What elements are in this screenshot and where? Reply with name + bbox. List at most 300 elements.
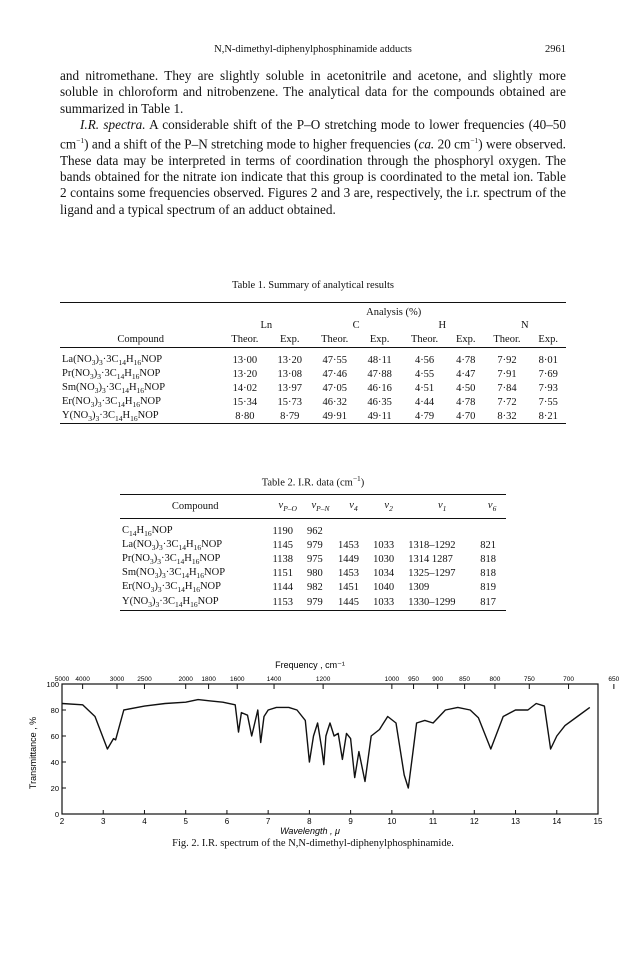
- formula-sub: 3: [90, 372, 94, 382]
- compound-cell: [60, 368, 221, 382]
- nu-sub: 1: [442, 504, 447, 514]
- x-tick-label: 13: [511, 817, 520, 826]
- compound-cell: [60, 410, 221, 424]
- value-cell: 47·55: [322, 355, 347, 367]
- formula-sub: 14: [175, 599, 183, 609]
- value-cell: 817: [480, 596, 496, 608]
- y-tick-label: 40: [50, 758, 59, 767]
- compound-cell: [120, 519, 270, 539]
- formula-ln: Y: [122, 595, 130, 607]
- value-cell: 1314 1287: [408, 554, 453, 565]
- top-tick-label: 800: [489, 676, 501, 683]
- sub-header: Exp.: [280, 334, 300, 346]
- top-tick-label: 5000: [54, 676, 70, 683]
- compound-cell: [120, 567, 270, 581]
- nu: ν: [437, 499, 443, 511]
- formula-sub: 3: [101, 386, 106, 396]
- value-cell: 1309: [408, 582, 430, 593]
- formula-ln: Sm: [62, 381, 77, 393]
- value-cell: 4·56: [414, 355, 435, 367]
- frequency-header: [305, 495, 336, 519]
- top-tick-label: 700: [563, 676, 574, 683]
- frequency-header: [270, 495, 305, 519]
- nu-sub: 4: [353, 504, 358, 514]
- formula-nitrate-close: ): [92, 409, 96, 421]
- formula-c: C: [111, 354, 119, 366]
- formula-nitrate-close: ): [98, 381, 102, 393]
- formula-ln: La: [62, 354, 74, 366]
- x-tick-label: 14: [552, 817, 562, 826]
- frequency-header: [336, 495, 371, 519]
- x-tick-label: 8: [307, 817, 312, 826]
- x-tick-label: 4: [142, 817, 147, 826]
- formula-nitrate-close: ): [158, 566, 162, 578]
- page-number: 2961: [545, 44, 566, 55]
- x-tick-label: 5: [183, 817, 188, 826]
- formula-h: H: [128, 381, 137, 393]
- formula-dot: ·3: [102, 354, 112, 366]
- value-cell: 1144: [272, 582, 294, 593]
- formula-c: C: [170, 580, 178, 592]
- formula-sub: 16: [130, 413, 138, 423]
- formula-rest: NOP: [144, 381, 166, 393]
- table-2-caption: [60, 474, 566, 489]
- table-row: [120, 567, 506, 581]
- x-axis-label: Wavelength , μ: [280, 826, 340, 836]
- table-row: [120, 581, 506, 595]
- top-axis-label: Frequency , cm⁻¹: [275, 660, 345, 670]
- top-tick-label: 1800: [201, 676, 216, 683]
- nu-sub: P–N: [316, 504, 330, 514]
- compound-cell: [120, 539, 270, 553]
- top-tick-label: 4000: [75, 676, 90, 683]
- analysis-header: Analysis (%): [366, 306, 422, 318]
- table-row: [120, 553, 506, 567]
- x-tick-label: 6: [224, 817, 230, 826]
- body-text: [60, 68, 566, 218]
- formula-dot: ·3: [105, 381, 115, 393]
- formula-nitrate-open: (NO: [76, 381, 95, 393]
- value-cell: 1033: [373, 596, 395, 608]
- value-cell: 1145: [272, 540, 294, 551]
- value-cell: 46·16: [367, 383, 392, 394]
- formula-ln: Sm: [122, 566, 137, 578]
- superscript: −1: [352, 474, 361, 483]
- value-cell: 1330–1299: [408, 596, 456, 608]
- formula-sub: 16: [193, 543, 202, 553]
- value-cell: [406, 519, 478, 539]
- formula-c: C: [168, 595, 176, 607]
- formula-c: C: [110, 395, 118, 407]
- sub-header: Theor.: [321, 334, 349, 346]
- top-tick-label: 3000: [109, 676, 125, 683]
- value-cell: 7·92: [497, 355, 517, 367]
- value-cell: 13·20: [277, 355, 303, 367]
- table-row: [60, 410, 566, 424]
- table-row: [120, 519, 506, 539]
- formula-sub: 14: [116, 372, 125, 382]
- formula-h: H: [124, 367, 132, 379]
- formula-h: H: [122, 409, 131, 421]
- compound-cell: [60, 382, 221, 396]
- formula-ln: Pr: [62, 367, 72, 379]
- formula-sub: 3: [155, 599, 160, 609]
- formula-sub: 3: [161, 571, 166, 581]
- value-cell: 1453: [337, 568, 359, 579]
- formula-rest: NOP: [139, 367, 161, 379]
- formula-h: H: [188, 566, 197, 578]
- table-row: [60, 396, 566, 410]
- value-cell: 15·73: [277, 397, 303, 408]
- compound-cell: [120, 581, 270, 595]
- value-cell: 13·08: [277, 369, 303, 380]
- formula-nitrate-close: ): [94, 395, 98, 407]
- running-head-title: N,N-dimethyl-diphenylphosphinamide adducts: [214, 44, 412, 55]
- x-tick-label: 7: [265, 817, 271, 826]
- paragraph-2: [60, 117, 566, 218]
- y-tick-label: 100: [46, 680, 59, 689]
- paragraph-2-text-a: A considerable shift of the P–O stretching mode to lower frequencies (40–50 cm: [60, 116, 566, 152]
- formula-nitrate-open: (NO: [136, 566, 155, 578]
- formula-dot: ·3: [161, 580, 171, 592]
- value-cell: 819: [480, 582, 496, 593]
- compound-cell: [120, 595, 270, 611]
- formula-sub: 3: [159, 543, 163, 553]
- sub-header: Exp.: [455, 334, 476, 346]
- formula-nitrate-open: (NO: [71, 367, 91, 379]
- formula-rest: NOP: [197, 595, 219, 607]
- formula-sub: 16: [190, 599, 198, 609]
- formula-sub: 16: [192, 585, 200, 595]
- y-tick-label: 80: [50, 706, 59, 715]
- paragraph-2-text-d: ) were observed. These data may be interpreted in terms of coordination through the phosphoryl oxygen. The bands obtained for the nitrate ion indicate that this group is coordinated to the metal ion. Table 2 contains some frequencies observed. Figures 2 and 3 are, respectively, the i.r. spectrum of the ligand and a typical spectrum of an adduct obtained.: [60, 136, 566, 217]
- table-row: [120, 539, 506, 553]
- formula-dot: ·3: [159, 595, 169, 607]
- y-tick-label: 60: [50, 732, 59, 741]
- value-cell: 975: [307, 554, 323, 565]
- group-header: Ln: [260, 320, 273, 331]
- value-cell: 979: [307, 540, 323, 551]
- formula-sub: 3: [97, 400, 102, 410]
- formula-sub: 3: [148, 599, 153, 609]
- compound-header: Compound: [171, 501, 219, 512]
- formula-dot: ·3: [101, 395, 111, 407]
- value-cell: 7·72: [497, 397, 517, 408]
- formula-nitrate-open: (NO: [131, 580, 151, 592]
- value-cell: 7·55: [538, 397, 558, 408]
- top-tick-label: 1600: [229, 676, 245, 683]
- formula-sub: 16: [133, 358, 142, 368]
- value-cell: 818: [480, 554, 496, 565]
- formula-ln: Pr: [122, 552, 132, 564]
- value-cell: 15·34: [232, 397, 258, 408]
- left-ticks: [46, 680, 66, 819]
- formula-ln: Y: [62, 409, 70, 421]
- value-cell: 7·91: [497, 369, 517, 380]
- compound-cell: [60, 348, 221, 368]
- x-tick-label: 10: [387, 817, 397, 826]
- top-tick-label: 900: [432, 676, 444, 683]
- formula-dot: ·3: [165, 566, 175, 578]
- formula-sub: 16: [136, 386, 145, 396]
- top-tick-label: 2000: [178, 676, 193, 683]
- sub-header: Exp.: [369, 334, 390, 346]
- formula-sub: 3: [154, 571, 159, 581]
- table-2-body: [120, 519, 506, 611]
- top-tick-label: 1200: [315, 676, 331, 683]
- value-cell: 46·35: [367, 397, 392, 408]
- value-cell: 4·44: [414, 397, 435, 408]
- value-cell: [478, 519, 506, 539]
- top-tick-label: 950: [408, 676, 419, 683]
- value-cell: 1445: [337, 596, 359, 608]
- value-cell: 8·80: [235, 410, 255, 422]
- top-tick-label: 750: [523, 676, 535, 683]
- value-cell: 13·97: [277, 383, 303, 394]
- y-tick-label: 20: [50, 784, 59, 793]
- value-cell: 1318–1292: [408, 540, 456, 551]
- formula-rest: NOP: [199, 552, 221, 564]
- value-cell: 49·91: [322, 410, 347, 422]
- formula-rest: NOP: [201, 538, 223, 550]
- value-cell: 47·05: [322, 383, 347, 394]
- value-cell: 1033: [373, 540, 395, 551]
- value-cell: 979: [307, 596, 323, 608]
- formula-nitrate-close: ): [155, 538, 159, 550]
- value-cell: 8·32: [497, 410, 517, 422]
- formula-c: C: [114, 381, 122, 393]
- formula-ln: Er: [62, 395, 72, 407]
- formula-c: C: [171, 538, 179, 550]
- y-axis-label: Transmittance , %: [28, 716, 38, 790]
- section-lead: I.R. spectra.: [80, 116, 146, 132]
- sub-header: Theor.: [493, 334, 521, 346]
- top-tick-label: 650: [608, 676, 620, 683]
- formula-ln: La: [122, 538, 134, 550]
- compound-cell: [120, 553, 270, 567]
- formula-h: H: [124, 395, 133, 407]
- value-cell: 1138: [272, 554, 294, 565]
- value-cell: [336, 519, 371, 539]
- value-cell: 49·11: [367, 410, 392, 422]
- formula-nitrate-close: ): [154, 580, 158, 592]
- frequency-header: [371, 495, 406, 519]
- formula-sub: 16: [191, 557, 200, 567]
- group-header: N: [520, 320, 529, 331]
- formula-rest: NOP: [199, 580, 221, 592]
- formula-sub: 3: [97, 372, 102, 382]
- formula-c: C: [174, 566, 182, 578]
- formula-h: H: [184, 580, 193, 592]
- formula-nitrate-open: (NO: [131, 552, 151, 564]
- bottom-ticks: [60, 810, 603, 826]
- formula-rest: NOP: [151, 525, 173, 537]
- formula-rest: NOP: [139, 395, 161, 407]
- value-cell: 4·47: [456, 369, 476, 380]
- value-cell: 8·79: [280, 410, 300, 422]
- value-cell: 1040: [373, 582, 395, 593]
- value-cell: 4·70: [456, 410, 476, 422]
- formula-rest: NOP: [137, 409, 159, 421]
- formula-rest: NOP: [141, 354, 163, 366]
- formula-sub: 14: [129, 529, 137, 539]
- formula-nitrate-open: (NO: [129, 595, 149, 607]
- frequency-header: [478, 495, 506, 519]
- formula-h: H: [182, 595, 191, 607]
- paragraph-2-text-b: ) and a shift of the P–N stretching mode to higher frequencies (: [84, 136, 419, 152]
- value-cell: 1190: [272, 526, 294, 538]
- formula-dot: ·3: [101, 367, 110, 379]
- figure-caption: Fig. 2. I.R. spectrum of the N,N-dimethyl-diphenylphosphinamide.: [172, 838, 454, 849]
- value-cell: 821: [480, 540, 496, 551]
- formula-ln: Er: [122, 580, 132, 592]
- value-cell: 4·78: [456, 397, 476, 408]
- value-cell: 1449: [337, 554, 359, 565]
- formula-sub: 3: [157, 585, 162, 595]
- plot-border: [62, 684, 598, 814]
- paragraph-1: and nitromethane. They are slightly soluble in acetonitrile and acetone, and slightly more soluble in chloroform and nitrobenzene. The analytical data for the compounds obtained are summarized in Table 1.: [60, 68, 566, 116]
- formula-h: H: [126, 354, 134, 366]
- x-tick-label: 11: [428, 817, 438, 826]
- ir-spectrum-chart: [20, 658, 620, 838]
- value-cell: 47·46: [322, 369, 347, 380]
- nu: ν: [278, 499, 284, 511]
- table-2-caption-close: ): [360, 477, 365, 489]
- sub-header: Theor.: [411, 334, 439, 346]
- value-cell: 962: [307, 526, 323, 538]
- formula-rest: NOP: [204, 566, 226, 578]
- formula-sub: 16: [131, 372, 140, 382]
- group-header: H: [438, 320, 447, 331]
- top-tick-label: 2500: [137, 676, 152, 683]
- nu-sub: 6: [492, 504, 497, 514]
- nu-sub: 2: [389, 504, 393, 514]
- formula-h: H: [184, 552, 192, 564]
- value-cell: 4·51: [414, 383, 435, 394]
- paragraph-2-text-c: 20 cm: [434, 136, 471, 152]
- spectrum-line: [62, 700, 590, 788]
- formula-sub: 3: [90, 400, 95, 410]
- formula-h: H: [186, 538, 194, 550]
- value-cell: 1325–1297: [408, 568, 456, 579]
- formula-sub: 3: [91, 358, 96, 368]
- circa: ca.: [418, 136, 435, 152]
- plot-frame: [62, 684, 598, 814]
- group-header: C: [352, 320, 360, 331]
- top-tick-label: 1000: [384, 676, 400, 683]
- spacer: [60, 319, 221, 333]
- value-cell: 13·20: [232, 369, 258, 380]
- value-cell: 4·50: [456, 383, 476, 394]
- formula-c: C: [109, 367, 117, 379]
- formula-c: C: [108, 409, 116, 421]
- table-1: [60, 302, 566, 424]
- formula-sub: 3: [151, 543, 156, 553]
- value-cell: 8·01: [538, 355, 558, 367]
- formula-dot: ·3: [99, 409, 109, 421]
- formula-sub: 16: [132, 400, 140, 410]
- formula-nitrate-close: ): [95, 354, 99, 366]
- formula-sub: 3: [157, 557, 162, 567]
- value-cell: [371, 519, 406, 539]
- table-row: [120, 595, 506, 611]
- formula-nitrate-close: ): [93, 367, 98, 379]
- formula-dot: ·3: [161, 552, 170, 564]
- formula-nitrate-close: ): [152, 595, 156, 607]
- formula-h: H: [136, 525, 145, 537]
- formula-sub: 14: [121, 386, 129, 396]
- value-cell: 13·00: [232, 355, 258, 367]
- x-tick-label: 9: [348, 817, 353, 826]
- formula-sub: 14: [181, 571, 189, 581]
- value-cell: 4·78: [456, 355, 476, 367]
- formula-sub: 14: [177, 585, 185, 595]
- nu-sub: P–O: [283, 504, 297, 514]
- nu: ν: [349, 499, 354, 511]
- top-tick-label: 1400: [266, 676, 282, 683]
- formula-sub: 16: [144, 529, 152, 539]
- formula-nitrate-open: (NO: [133, 538, 152, 550]
- x-tick-label: 15: [593, 817, 603, 826]
- value-cell: 14·02: [232, 383, 258, 394]
- nu: ν: [384, 499, 390, 511]
- formula-sub: 3: [99, 358, 103, 368]
- superscript: −1: [470, 136, 479, 146]
- table-row: [60, 348, 566, 368]
- value-cell: 7·69: [538, 369, 558, 380]
- formula-nitrate-open: (NO: [73, 354, 92, 366]
- formula-sub: 14: [115, 413, 123, 423]
- frequency-header: [406, 495, 478, 519]
- nu: ν: [311, 499, 317, 511]
- value-cell: 7·93: [538, 383, 558, 394]
- series-group: [62, 700, 590, 788]
- formula-sub: 16: [196, 571, 205, 581]
- table-row: [60, 382, 566, 396]
- formula-nitrate-open: (NO: [71, 395, 91, 407]
- formula-sub: 14: [117, 400, 125, 410]
- value-cell: 982: [307, 582, 323, 593]
- table-2: [120, 494, 506, 611]
- spacer: [60, 303, 221, 319]
- value-cell: 980: [307, 568, 323, 579]
- x-tick-label: 2: [59, 817, 65, 826]
- formula-c: C: [169, 552, 177, 564]
- value-cell: 4·79: [414, 410, 435, 422]
- superscript: −1: [76, 136, 85, 146]
- running-head: [60, 44, 566, 60]
- y-tick-label: 0: [54, 810, 59, 819]
- x-tick-label: 12: [469, 817, 479, 826]
- table-2-caption-text: Table 2. I.R. data (cm: [261, 477, 353, 489]
- formula-nitrate-close: ): [153, 552, 158, 564]
- formula-sub: 3: [150, 557, 154, 567]
- value-cell: 1030: [373, 554, 395, 565]
- table-row: [60, 368, 566, 382]
- value-cell: 7·84: [497, 383, 517, 394]
- nu: ν: [487, 499, 493, 511]
- table-1-body: [60, 348, 566, 424]
- compound-header: Compound: [117, 334, 165, 346]
- formula-dot: ·3: [162, 538, 172, 550]
- value-cell: 1453: [337, 540, 359, 551]
- value-cell: 48·11: [367, 355, 392, 367]
- formula-sub: 3: [88, 413, 93, 423]
- sub-header: Theor.: [231, 334, 259, 346]
- formula-sub: 3: [94, 386, 99, 396]
- compound-cell: [60, 396, 221, 410]
- table-1-caption: Table 1. Summary of analytical results: [232, 280, 394, 291]
